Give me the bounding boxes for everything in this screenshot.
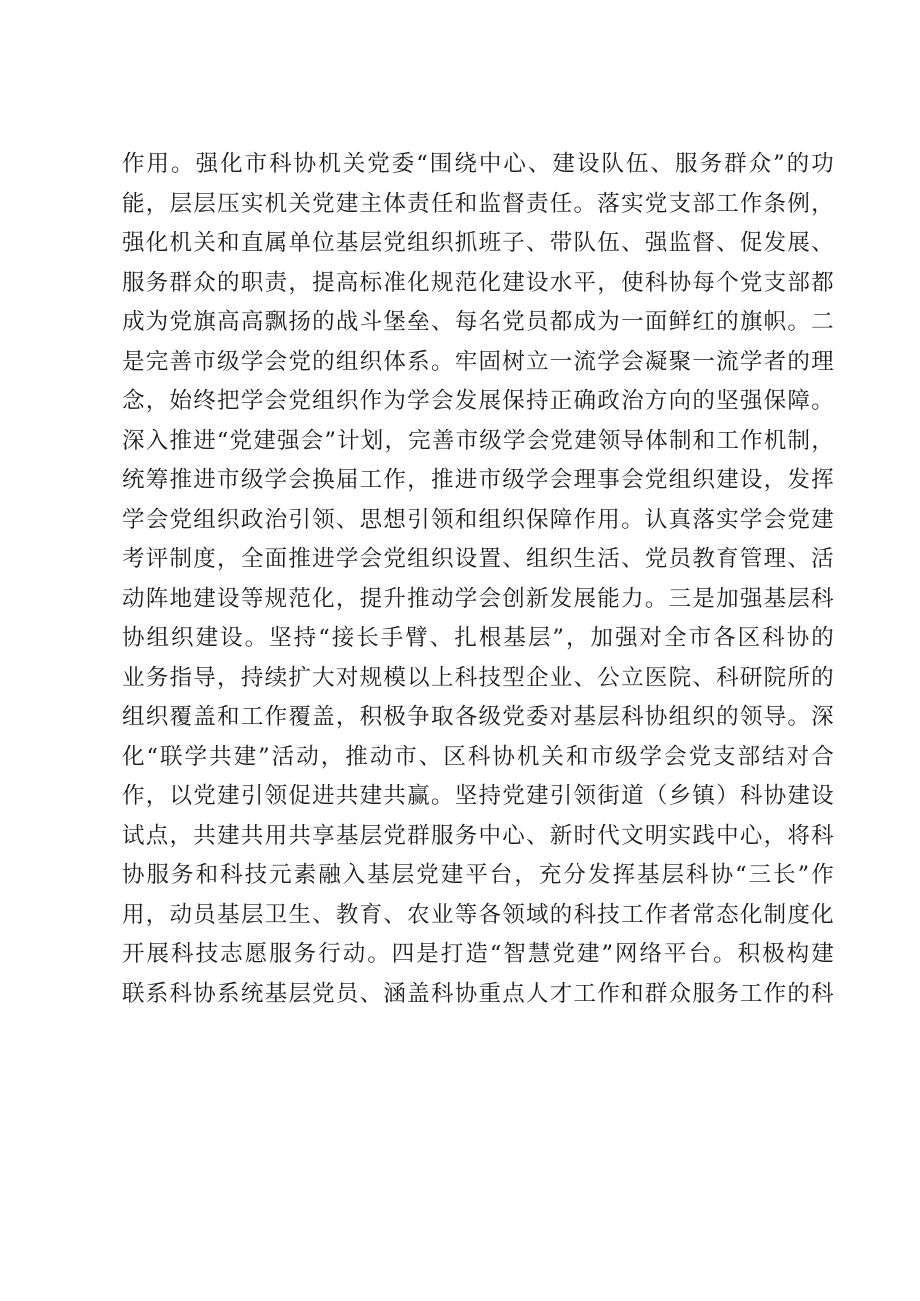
text-line: 念，始终把学会党组织作为学会发展保持正确政治方向的坚强保障。 bbox=[122, 388, 834, 414]
text-line: 学会党组织政治引领、思想引领和组织保障作用。认真落实学会党建 bbox=[122, 506, 834, 533]
text-line: 统筹推进市级学会换届工作，推进市级学会理事会党组织建设，发挥 bbox=[122, 467, 834, 493]
text-line: 开展科技志愿服务行动。四是打造“智慧党建”网络平台。积极构建 bbox=[122, 941, 834, 967]
body-paragraph bbox=[122, 145, 834, 1014]
text-line: 协组织建设。坚持“接长手臂、扎根基层”，加强对全市各区科协的 bbox=[122, 625, 834, 651]
text-line: 能，层层压实机关党建主体责任和监督责任。落实党支部工作条例， bbox=[122, 190, 834, 217]
text-line: 用，动员基层卫生、教育、农业等各领域的科技工作者常态化制度化 bbox=[122, 901, 834, 928]
text-line: 服务群众的职责，提高标准化规范化建设水平，使科协每个党支部都 bbox=[122, 269, 834, 296]
text-line: 作用。强化市科协机关党委“围绕中心、建设队伍、服务群众”的功 bbox=[122, 151, 834, 177]
text-line: 化“联学共建”活动，推动市、区科协机关和市级学会党支部结对合 bbox=[122, 743, 834, 770]
text-line: 成为党旗高高飘扬的战斗堡垒、每名党员都成为一面鲜红的旗帜。二 bbox=[122, 309, 834, 335]
text-line: 考评制度，全面推进学会党组织设置、组织生活、党员教育管理、活 bbox=[122, 546, 834, 572]
text-line: 试点，共建共用共享基层党群服务中心、新时代文明实践中心，将科 bbox=[122, 822, 834, 849]
text-line: 作，以党建引领促进共建共赢。坚持党建引领街道（乡镇）科协建设 bbox=[122, 783, 834, 809]
text-line: 深入推进“党建强会”计划，完善市级学会党建领导体制和工作机制， bbox=[122, 427, 834, 454]
text-line: 业务指导，持续扩大对规模以上科技型企业、公立医院、科研院所的 bbox=[122, 664, 834, 691]
text-line: 是完善市级学会党的组织体系。牢固树立一流学会凝聚一流学者的理 bbox=[122, 348, 834, 375]
text-line: 动阵地建设等规范化，提升推动学会创新发展能力。三是加强基层科 bbox=[122, 585, 834, 612]
text-line: 联系科协系统基层党员、涵盖科协重点人才工作和群众服务工作的科 bbox=[122, 980, 834, 1007]
text-line: 组织覆盖和工作覆盖，积极争取各级党委对基层科协组织的领导。深 bbox=[122, 704, 834, 730]
text-line: 强化机关和直属单位基层党组织抓班子、带队伍、强监督、促发展、 bbox=[122, 230, 834, 256]
text-line: 协服务和科技元素融入基层党建平台，充分发挥基层科协“三长”作 bbox=[122, 862, 834, 888]
